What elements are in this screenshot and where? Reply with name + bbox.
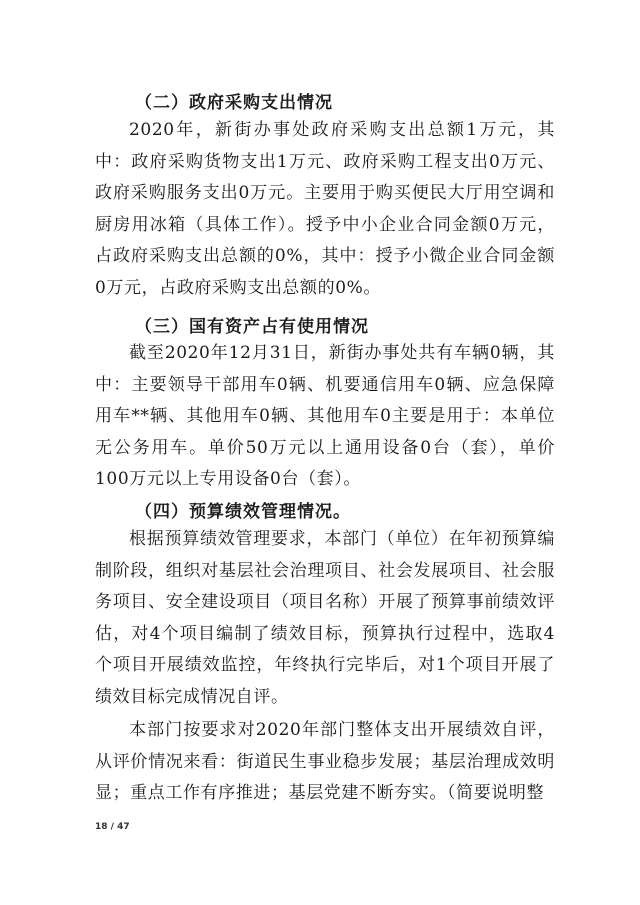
paragraph-procurement: 2020年，新街办事处政府采购支出总额1万元，其中：政府采购货物支出1万元、政府采购工程支出0万元、政府采购服务支出0万元。主要用于购买便民大厅用空调和厨房用冰箱（具体工作）。授予中小企业合同金额0万元，占政府采购支出总额的0%，其中：授予小微企业合同金额0万元，占政府采购支出总额的0%。 (95, 120, 555, 298)
page-number: 18 / 47 (95, 822, 130, 832)
paragraph-performance-management: 根据预算绩效管理要求，本部门（单位）在年初预算编制阶段，组织对基层社会治理项目、社会发展项目、社会服务项目、安全建设项目（项目名称）开展了预算事前绩效评估，对4个项目编制了绩效目标，预算执行过程中，选取4个项目开展绩效监控，年终执行完毕后，对1个项目开展了绩效目标完成情况自评。 (95, 529, 555, 707)
paragraph-performance-self-evaluation: 本部门按要求对2020年部门整体支出开展绩效自评，从评价情况来看：街道民生事业稳步发展；基层治理成效明显；重点工作有序推进；基层党建不断夯实。（简要说明整 (95, 720, 555, 804)
section-heading-assets: （三）国有资产占有使用情况 (135, 317, 369, 337)
section-heading-performance: （四）预算绩效管理情况。 (135, 502, 351, 522)
section-heading-procurement: （二）政府采购支出情况 (135, 93, 333, 113)
paragraph-assets: 截至2020年12月31日，新街办事处共有车辆0辆，其中：主要领导干部用车0辆、机要通信用车0辆、应急保障用车**辆、其他用车0辆、其他用车0主要是用于：本单位无公务用车。单价50万元以上通用设备0台（套），单价100万元以上专用设备0台（套）。 (95, 343, 555, 490)
